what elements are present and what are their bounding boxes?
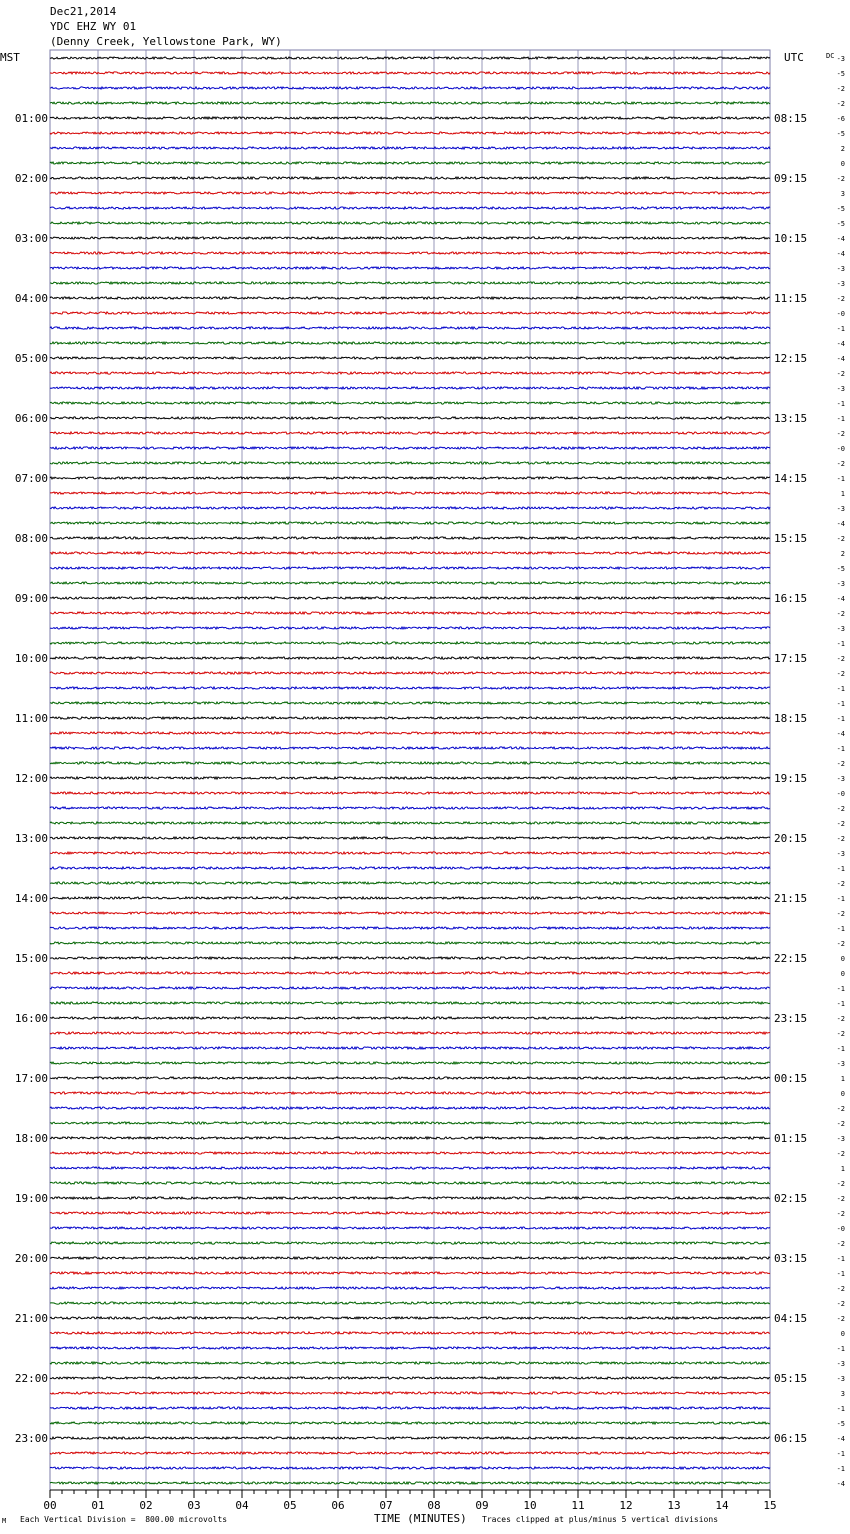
- x-tick-label: 04: [235, 1499, 249, 1512]
- right-hour-label: 15:15: [774, 532, 808, 545]
- left-hour-label: 14:00: [14, 892, 48, 905]
- dc-offset-label: -3: [836, 580, 845, 588]
- seismic-trace: [50, 1317, 770, 1319]
- x-tick-label: 02: [139, 1499, 153, 1512]
- seismic-trace: [50, 1062, 770, 1064]
- dc-offset-label: -5: [836, 70, 845, 78]
- seismic-trace: [50, 1167, 770, 1169]
- left-hour-label: 05:00: [14, 352, 48, 365]
- dc-offset-label: -2: [836, 1105, 845, 1113]
- dc-offset-label: -2: [836, 670, 845, 678]
- dc-offset-label: -1: [836, 1045, 845, 1053]
- seismic-trace: [50, 1332, 770, 1334]
- dc-offset-label: -2: [836, 1240, 845, 1248]
- left-hour-label: 23:00: [14, 1432, 48, 1445]
- dc-offset-label: -3: [836, 265, 845, 273]
- right-hour-label: 19:15: [774, 772, 808, 785]
- seismic-trace: [50, 687, 770, 689]
- seismic-trace: [50, 147, 770, 149]
- dc-offset-label: -1: [836, 475, 845, 483]
- right-hour-label: 11:15: [774, 292, 808, 305]
- right-hour-label: 09:15: [774, 172, 808, 185]
- x-tick-label: 06: [331, 1499, 345, 1512]
- left-hour-label: 06:00: [14, 412, 48, 425]
- dc-offset-label: -3: [836, 1360, 845, 1368]
- seismic-trace: [50, 1002, 770, 1004]
- dc-label: DC: [826, 52, 835, 60]
- x-axis-title: TIME (MINUTES): [374, 1512, 467, 1525]
- seismic-trace: [50, 402, 770, 404]
- left-hour-label: 16:00: [14, 1012, 48, 1025]
- dc-offset-label: -4: [836, 1480, 845, 1488]
- dc-offset-label: 0: [840, 955, 845, 963]
- seismic-trace: [50, 852, 770, 854]
- left-hour-label: 20:00: [14, 1252, 48, 1265]
- dc-offset-label: -2: [836, 1120, 845, 1128]
- seismic-trace: [50, 492, 770, 494]
- dc-offset-label: -2: [836, 1150, 845, 1158]
- x-tick-label: 03: [187, 1499, 201, 1512]
- seismic-trace: [50, 732, 770, 734]
- right-hour-label: 05:15: [774, 1372, 808, 1385]
- seismic-trace: [50, 1467, 770, 1469]
- dc-offset-label: -0: [836, 1225, 845, 1233]
- seismic-trace: [50, 1272, 770, 1274]
- seismic-trace: [50, 702, 770, 704]
- dc-offset-label: -2: [836, 175, 845, 183]
- seismic-trace: [50, 597, 770, 599]
- seismic-trace: [50, 1407, 770, 1409]
- seismic-trace: [50, 1287, 770, 1289]
- dc-offset-label: -1: [836, 895, 845, 903]
- seismic-trace: [50, 747, 770, 749]
- left-hour-label: 04:00: [14, 292, 48, 305]
- dc-offset-label: 1: [840, 1075, 845, 1083]
- seismic-trace: [50, 1227, 770, 1229]
- seismic-trace: [50, 867, 770, 869]
- dc-offset-label: -3: [836, 1375, 845, 1383]
- seismic-trace: [50, 762, 770, 764]
- dc-offset-label: -1: [836, 985, 845, 993]
- dc-offset-label: 0: [840, 970, 845, 978]
- x-tick-label: 14: [715, 1499, 729, 1512]
- right-hour-label: 18:15: [774, 712, 808, 725]
- right-hour-label: 03:15: [774, 1252, 808, 1265]
- seismic-trace: [50, 1437, 770, 1439]
- seismic-trace: [50, 342, 770, 344]
- right-hour-label: 08:15: [774, 112, 808, 125]
- dc-offset-label: -2: [836, 85, 845, 93]
- dc-offset-label: -5: [836, 130, 845, 138]
- x-tick-label: 13: [667, 1499, 681, 1512]
- seismic-trace: [50, 1197, 770, 1199]
- dc-offset-label: -4: [836, 340, 845, 348]
- seismic-trace: [50, 972, 770, 974]
- dc-offset-label: 0: [840, 1090, 845, 1098]
- left-hour-label: 18:00: [14, 1132, 48, 1145]
- seismic-trace: [50, 1017, 770, 1019]
- left-hour-label: 01:00: [14, 112, 48, 125]
- dc-offset-label: -2: [836, 760, 845, 768]
- right-hour-label: 01:15: [774, 1132, 808, 1145]
- dc-offset-label: -1: [836, 715, 845, 723]
- right-hour-label: 13:15: [774, 412, 808, 425]
- seismic-trace: [50, 807, 770, 809]
- x-tick-label: 01: [91, 1499, 105, 1512]
- dc-offset-label: -1: [836, 415, 845, 423]
- seismic-trace: [50, 942, 770, 944]
- dc-offset-label: -2: [836, 1315, 845, 1323]
- seismic-trace: [50, 657, 770, 659]
- seismic-trace: [50, 222, 770, 224]
- seismic-trace: [50, 612, 770, 614]
- dc-offset-label: -2: [836, 535, 845, 543]
- seismic-trace: [50, 627, 770, 629]
- seismic-trace: [50, 837, 770, 839]
- seismic-trace: [50, 822, 770, 824]
- left-hour-label: 17:00: [14, 1072, 48, 1085]
- header-location: (Denny Creek, Yellowstone Park, WY): [50, 35, 282, 48]
- left-hour-label: 15:00: [14, 952, 48, 965]
- seismic-trace: [50, 1152, 770, 1154]
- right-hour-label: 02:15: [774, 1192, 808, 1205]
- seismic-trace: [50, 372, 770, 374]
- seismic-trace: [50, 267, 770, 269]
- seismic-trace: [50, 1257, 770, 1259]
- right-hour-label: 10:15: [774, 232, 808, 245]
- seismic-trace: [50, 1392, 770, 1394]
- seismic-trace: [50, 1137, 770, 1139]
- dc-offset-label: -2: [836, 835, 845, 843]
- seismic-trace: [50, 387, 770, 389]
- dc-offset-label: -5: [836, 565, 845, 573]
- x-tick-label: 11: [571, 1499, 585, 1512]
- dc-offset-label: -2: [836, 910, 845, 918]
- seismic-trace: [50, 1377, 770, 1379]
- seismic-trace: [50, 57, 770, 59]
- dc-offset-label: -3: [836, 55, 845, 63]
- dc-offset-label: -2: [836, 880, 845, 888]
- dc-offset-label: -2: [836, 430, 845, 438]
- dc-offset-label: -2: [836, 1300, 845, 1308]
- seismic-trace: [50, 927, 770, 929]
- seismic-trace: [50, 537, 770, 539]
- dc-offset-label: -0: [836, 310, 845, 318]
- dc-offset-label: 3: [840, 190, 845, 198]
- x-tick-label: 07: [379, 1499, 393, 1512]
- dc-offset-label: -2: [836, 1285, 845, 1293]
- seismic-trace: [50, 1032, 770, 1034]
- dc-offset-label: -1: [836, 640, 845, 648]
- dc-offset-label: -1: [836, 745, 845, 753]
- right-hour-label: 12:15: [774, 352, 808, 365]
- dc-offset-label: -1: [836, 1255, 845, 1263]
- header-date: Dec21,2014: [50, 5, 117, 18]
- seismic-trace: [50, 897, 770, 899]
- dc-offset-label: -1: [836, 1345, 845, 1353]
- seismic-trace: [50, 87, 770, 89]
- left-hour-label: 22:00: [14, 1372, 48, 1385]
- right-hour-label: 17:15: [774, 652, 808, 665]
- seismic-trace: [50, 912, 770, 914]
- dc-offset-label: -2: [836, 100, 845, 108]
- dc-offset-label: 1: [840, 490, 845, 498]
- seismic-trace: [50, 447, 770, 449]
- seismic-trace: [50, 1092, 770, 1094]
- dc-offset-label: -3: [836, 505, 845, 513]
- dc-offset-label: 2: [840, 550, 845, 558]
- left-hour-label: 08:00: [14, 532, 48, 545]
- seismic-trace: [50, 582, 770, 584]
- dc-offset-label: -4: [836, 730, 845, 738]
- dc-offset-label: -1: [836, 325, 845, 333]
- seismic-trace: [50, 1077, 770, 1079]
- seismic-trace: [50, 1422, 770, 1424]
- scale-note: Each Vertical Division = 800.00 microvolts: [20, 1515, 228, 1524]
- seismic-trace: [50, 1302, 770, 1304]
- x-tick-label: 12: [619, 1499, 633, 1512]
- dc-offset-label: -2: [836, 1180, 845, 1188]
- dc-offset-label: -2: [836, 1030, 845, 1038]
- dc-offset-label: -2: [836, 820, 845, 828]
- left-hour-label: 02:00: [14, 172, 48, 185]
- seismic-trace: [50, 522, 770, 524]
- x-tick-label: 00: [43, 1499, 57, 1512]
- seismic-trace: [50, 192, 770, 194]
- seismic-trace: [50, 882, 770, 884]
- seismic-trace: [50, 1242, 770, 1244]
- dc-offset-label: -5: [836, 1420, 845, 1428]
- seismic-trace: [50, 72, 770, 74]
- seismic-trace: [50, 417, 770, 419]
- seismic-trace: [50, 777, 770, 779]
- right-hour-label: 20:15: [774, 832, 808, 845]
- left-hour-label: 03:00: [14, 232, 48, 245]
- seismic-trace: [50, 177, 770, 179]
- dc-offset-label: -4: [836, 235, 845, 243]
- left-hour-label: 10:00: [14, 652, 48, 665]
- seismic-trace: [50, 102, 770, 104]
- dc-offset-label: -2: [836, 1195, 845, 1203]
- seismic-trace: [50, 312, 770, 314]
- dc-offset-label: -1: [836, 1405, 845, 1413]
- seismic-trace: [50, 117, 770, 119]
- seismic-trace: [50, 207, 770, 209]
- dc-offset-label: -1: [836, 925, 845, 933]
- dc-offset-label: -5: [836, 220, 845, 228]
- left-hour-label: 21:00: [14, 1312, 48, 1325]
- seismic-trace: [50, 477, 770, 479]
- dc-offset-label: -4: [836, 355, 845, 363]
- dc-offset-label: -4: [836, 595, 845, 603]
- dc-offset-label: -3: [836, 1060, 845, 1068]
- dc-offset-label: -4: [836, 520, 845, 528]
- seismic-trace: [50, 237, 770, 239]
- right-hour-label: 23:15: [774, 1012, 808, 1025]
- left-hour-label: 13:00: [14, 832, 48, 845]
- seismic-trace: [50, 507, 770, 509]
- traces: [50, 57, 770, 1484]
- dc-offset-label: 2: [840, 145, 845, 153]
- right-hour-label: 06:15: [774, 1432, 808, 1445]
- header-station: YDC EHZ WY 01: [50, 20, 137, 33]
- seismic-trace: [50, 1182, 770, 1184]
- dc-offset-label: -1: [836, 400, 845, 408]
- x-tick-label: 15: [763, 1499, 777, 1512]
- dc-offset-label: -3: [836, 280, 845, 288]
- seismic-trace: [50, 1482, 770, 1484]
- left-hour-label: 11:00: [14, 712, 48, 725]
- seismic-trace: [50, 297, 770, 299]
- dc-offset-label: -3: [836, 385, 845, 393]
- x-tick-label: 10: [523, 1499, 537, 1512]
- dc-offset-label: -1: [836, 685, 845, 693]
- seismic-trace: [50, 1047, 770, 1049]
- seismic-trace: [50, 462, 770, 464]
- dc-offset-label: -0: [836, 790, 845, 798]
- dc-offset-label: 3: [840, 1390, 845, 1398]
- left-hour-label: 19:00: [14, 1192, 48, 1205]
- left-hour-label: 07:00: [14, 472, 48, 485]
- clip-note: Traces clipped at plus/minus 5 vertical divisions: [482, 1515, 719, 1524]
- seismic-trace: [50, 792, 770, 794]
- dc-offset-label: -1: [836, 1000, 845, 1008]
- seismic-trace: [50, 672, 770, 674]
- dc-offset-label: -1: [836, 1270, 845, 1278]
- dc-offset-label: -2: [836, 370, 845, 378]
- dc-offset-label: 0: [840, 160, 845, 168]
- dc-offset-label: -2: [836, 1210, 845, 1218]
- seismic-trace: [50, 1362, 770, 1364]
- left-timezone-label: MST: [0, 51, 20, 64]
- x-axis: [43, 1490, 776, 1512]
- dc-offset-label: -2: [836, 655, 845, 663]
- dc-offset-label: -3: [836, 775, 845, 783]
- dc-offset-label: -2: [836, 940, 845, 948]
- dc-offset-label: -1: [836, 1450, 845, 1458]
- left-hour-label: 09:00: [14, 592, 48, 605]
- seismic-trace: [50, 282, 770, 284]
- seismic-trace: [50, 1107, 770, 1109]
- seismic-trace: [50, 1452, 770, 1454]
- seismic-trace: [50, 552, 770, 554]
- dc-offset-label: -3: [836, 850, 845, 858]
- left-hour-label: 12:00: [14, 772, 48, 785]
- dc-offset-label: -4: [836, 250, 845, 258]
- right-hour-label: 04:15: [774, 1312, 808, 1325]
- x-tick-label: 09: [475, 1499, 489, 1512]
- dc-offset-label: 1: [840, 1165, 845, 1173]
- seismic-trace: [50, 567, 770, 569]
- seismic-trace: [50, 957, 770, 959]
- dc-offset-label: -6: [836, 115, 845, 123]
- footer-mark: M: [2, 1517, 7, 1525]
- seismic-trace: [50, 1122, 770, 1124]
- dc-offset-label: -1: [836, 865, 845, 873]
- seismic-trace: [50, 642, 770, 644]
- right-hour-label: 14:15: [774, 472, 808, 485]
- seismic-trace: [50, 162, 770, 164]
- seismic-trace: [50, 432, 770, 434]
- x-tick-label: 05: [283, 1499, 297, 1512]
- seismic-trace: [50, 717, 770, 719]
- seismic-trace: [50, 132, 770, 134]
- dc-offset-label: 0: [840, 1330, 845, 1338]
- dc-offset-label: -2: [836, 295, 845, 303]
- seismic-trace: [50, 1347, 770, 1349]
- dc-offset-label: -3: [836, 625, 845, 633]
- right-hour-label: 16:15: [774, 592, 808, 605]
- seismic-trace: [50, 357, 770, 359]
- seismic-trace: [50, 327, 770, 329]
- dc-offset-label: -2: [836, 460, 845, 468]
- dc-offset-label: -2: [836, 610, 845, 618]
- seismic-trace: [50, 1212, 770, 1214]
- dc-offset-label: -1: [836, 1465, 845, 1473]
- right-hour-label: 21:15: [774, 892, 808, 905]
- right-timezone-label: UTC: [784, 51, 804, 64]
- dc-offset-label: -4: [836, 1435, 845, 1443]
- seismic-trace: [50, 987, 770, 989]
- dc-offset-label: -2: [836, 805, 845, 813]
- dc-offset-label: -1: [836, 700, 845, 708]
- right-hour-label: 22:15: [774, 952, 808, 965]
- right-hour-label: 00:15: [774, 1072, 808, 1085]
- dc-offset-label: -3: [836, 1135, 845, 1143]
- dc-offset-label: -0: [836, 445, 845, 453]
- x-tick-label: 08: [427, 1499, 441, 1512]
- dc-offset-label: -5: [836, 205, 845, 213]
- seismic-trace: [50, 252, 770, 254]
- dc-offset-label: -2: [836, 1015, 845, 1023]
